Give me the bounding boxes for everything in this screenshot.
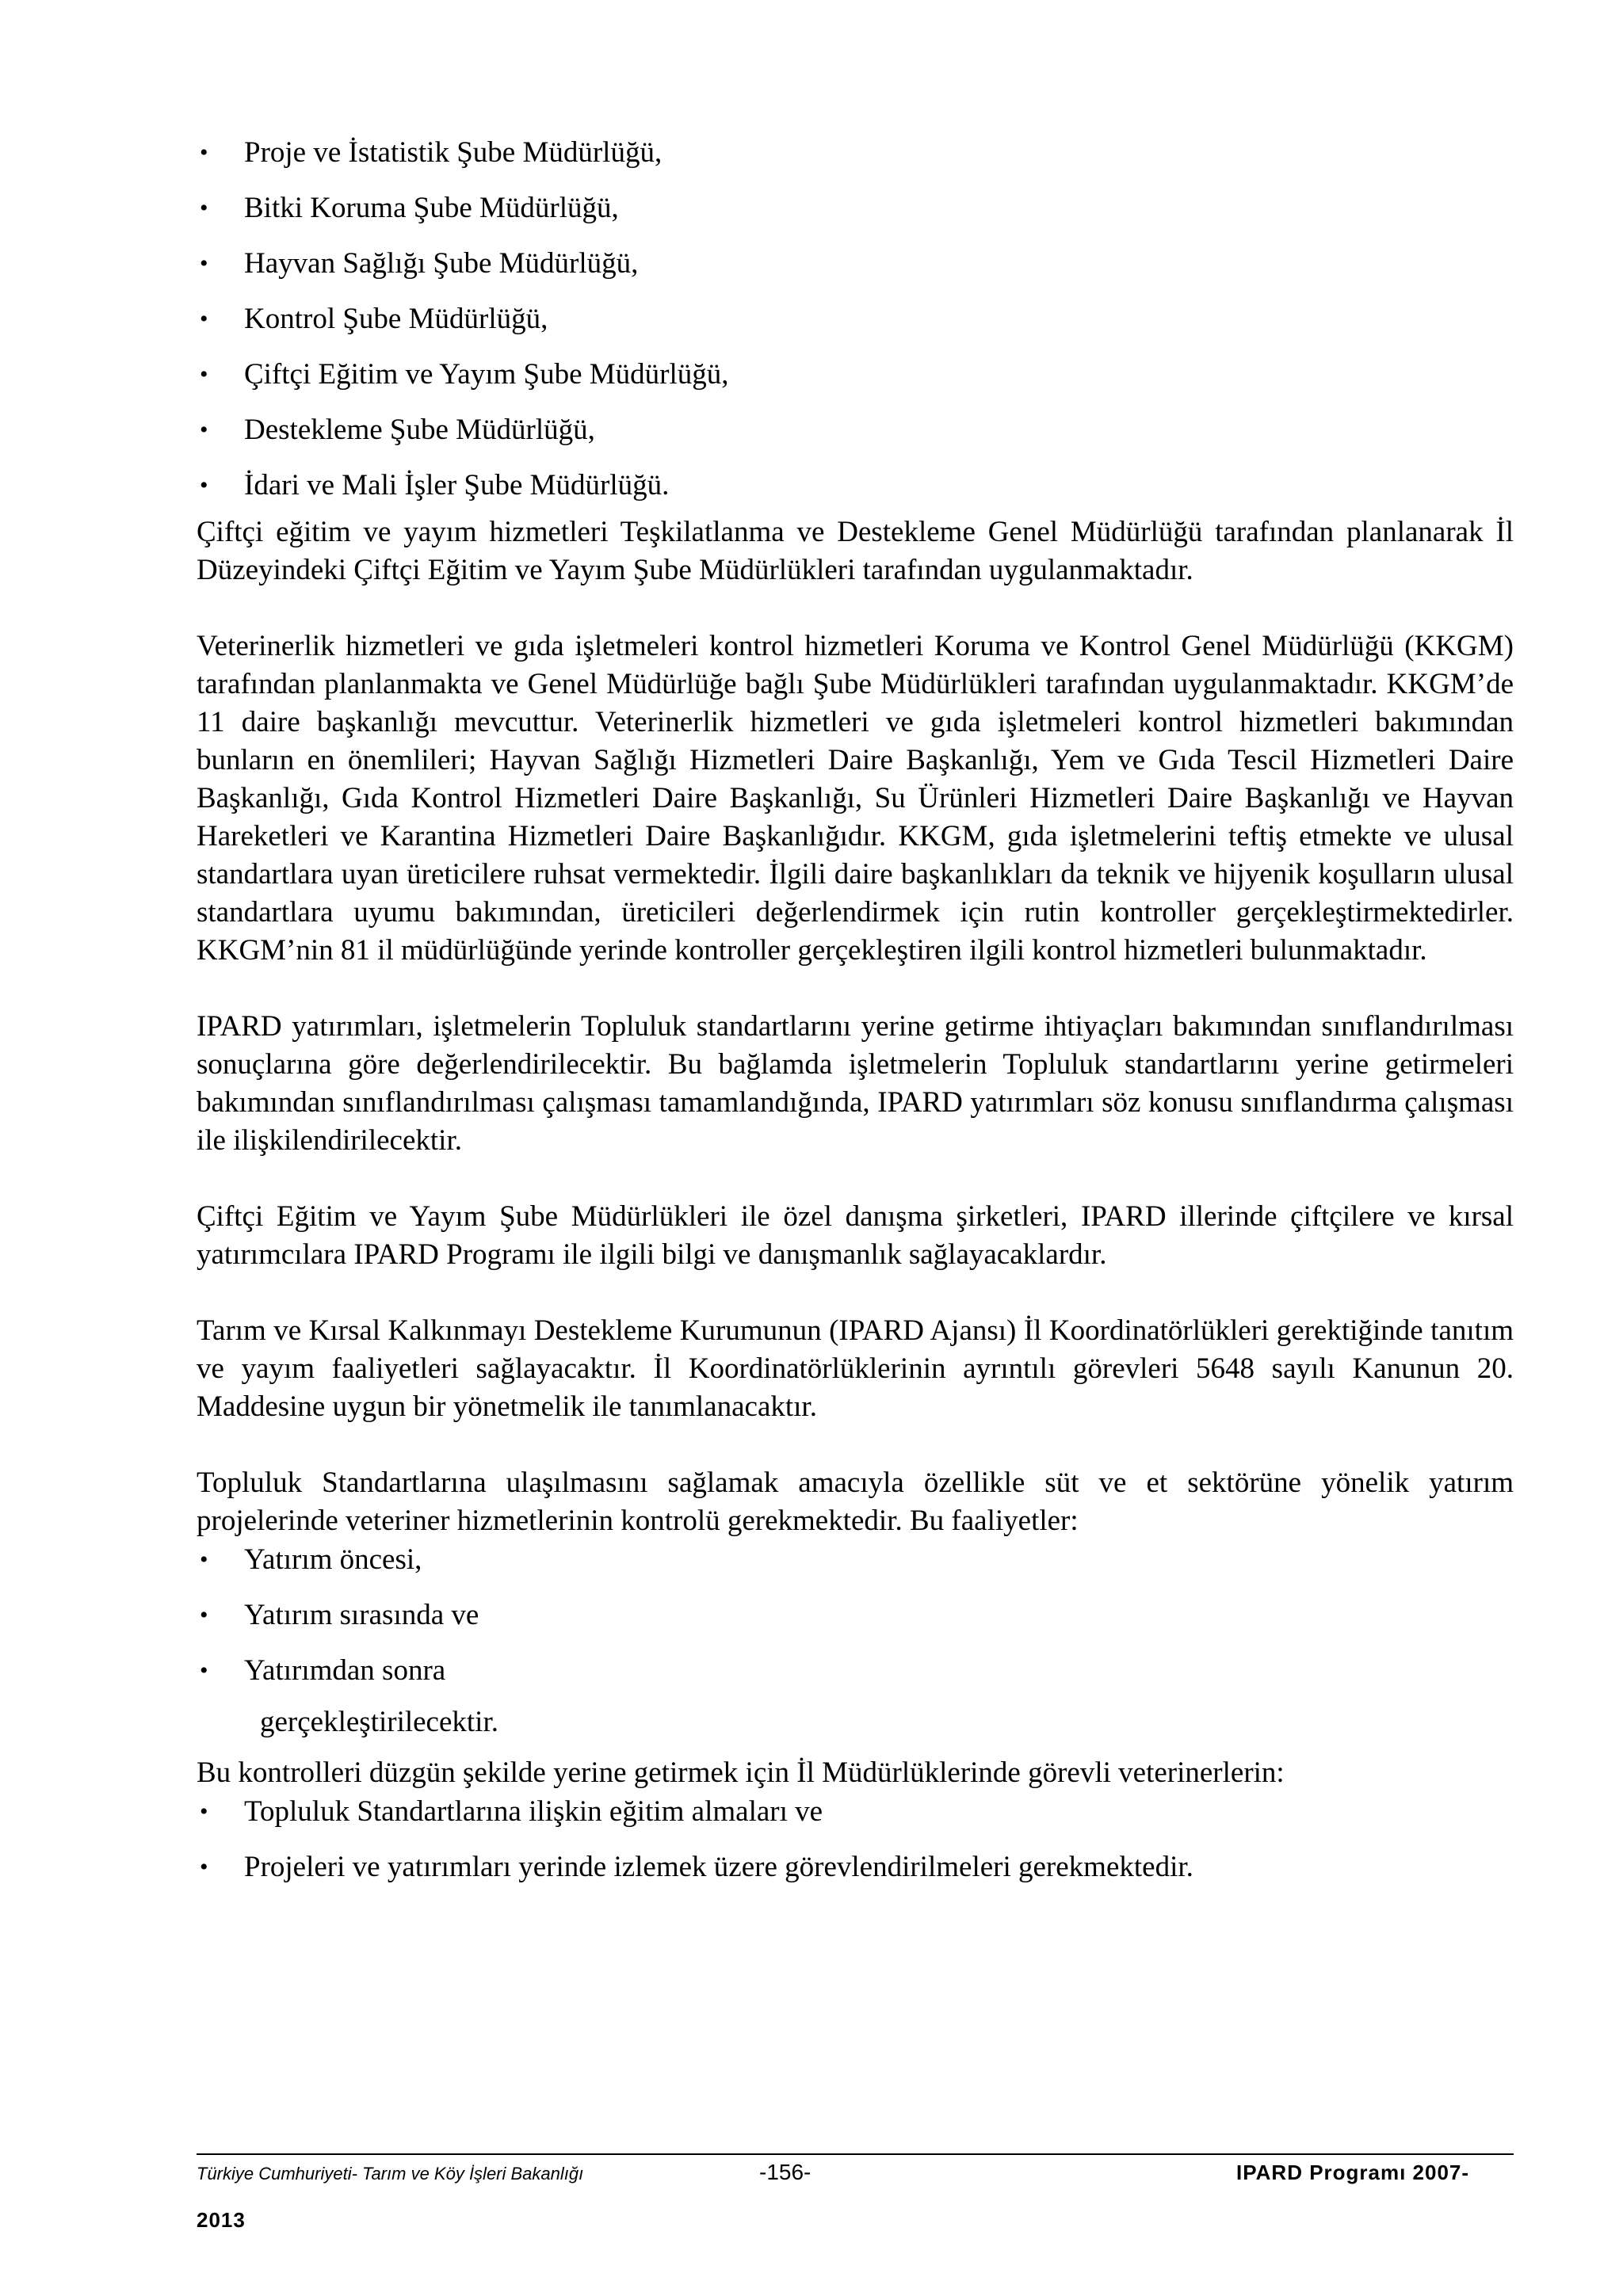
document-page (197, 135, 1514, 1905)
activity-list (197, 1542, 1514, 1689)
bullet-icon: • (200, 1602, 208, 1628)
bullet-icon: • (200, 139, 208, 166)
bullet-icon: • (200, 250, 208, 277)
paragraph-controls: Bu kontrolleri düzgün şekilde yerine getirmek için İl Müdürlüklerinde görevli veterinerlerin: (197, 1756, 1285, 1789)
footer-program: IPARD Programı 2007- (1236, 2161, 1470, 2184)
paragraph-community-standards: Topluluk Standartlarına ulaşılmasını sağlamak amacıyla özellikle süt ve et sektörüne yönelik yatırım projelerinde veteriner hizmetlerinin kontrolü gerekmektedir. Bu faaliyetler: (197, 1466, 1514, 1537)
bullet-icon: • (200, 195, 208, 221)
list-item: • Yatırımdan sonra (197, 1653, 1514, 1689)
bullet-icon: • (200, 361, 208, 387)
paragraph-ipard-agency: Tarım ve Kırsal Kalkınmayı Destekleme Kurumunun (IPARD Ajansı) İl Koordinatörlükleri gerektiğinde tanıtım ve yayım faaliyetleri sağlayacaktır. İl Koordinatörlüklerinin ayrıntılı görevleri 5648 sayılı Kanunun 20. Maddesine uygun bir yönetmelik ile tanımlanacaktır. (197, 1314, 1514, 1423)
veterinarian-requirements-list (197, 1794, 1514, 1886)
directorate-list (197, 135, 1514, 504)
list-item: • Topluluk Standartlarına ilişkin eğitim almaları ve (197, 1794, 1514, 1830)
bullet-icon: • (200, 306, 208, 332)
bullet-icon: • (200, 1547, 208, 1573)
footer-ministry: Türkiye Cumhuriyeti- Tarım ve Köy İşleri Bakanlığı (197, 2164, 584, 2183)
bullet-icon: • (200, 417, 208, 443)
list-item: • Proje ve İstatistik Şube Müdürlüğü, (197, 135, 1514, 171)
paragraph-farmer-training: Çiftçi eğitim ve yayım hizmetleri Teşkilatlanma ve Destekleme Genel Müdürlüğü tarafından planlanarak İl Düzeyindeki Çiftçi Eğitim ve Yayım Şube Müdürlükleri tarafından uygulanmaktadır. (197, 516, 1514, 586)
list-item: • Çiftçi Eğitim ve Yayım Şube Müdürlüğü, (197, 357, 1514, 393)
page-number: -156- (759, 2160, 812, 2184)
list-item: • Yatırım sırasında ve (197, 1597, 1514, 1634)
list-item: • Destekleme Şube Müdürlüğü, (197, 412, 1514, 448)
bullet-icon: • (200, 1657, 208, 1684)
list-item: • Projeleri ve yatırımları yerinde izlemek üzere görevlendirilmeleri gerekmektedir. (197, 1849, 1514, 1886)
bullet-icon: • (200, 472, 208, 498)
footer-divider (197, 2153, 1514, 2155)
paragraph-will-be-performed: gerçekleştirilecektir. (260, 1706, 498, 1738)
paragraph-ipard-investments: IPARD yatırımları, işletmelerin Topluluk standartlarını yerine getirme ihtiyaçları bakımından sınıflandırılması sonuçlarına göre değerlendirilecektir. Bu bağlamda işletmelerin Topluluk standartlarını yerine getirmeleri bakımından sınıflandırılması çalışması tamamlandığında, IPARD yatırımları söz konusu sınıflandırma çalışması ile ilişkilendirilecektir. (197, 1010, 1514, 1157)
list-item: • İdari ve Mali İşler Şube Müdürlüğü. (197, 467, 1514, 504)
paragraph-veterinary-services: Veterinerlik hizmetleri ve gıda işletmeleri kontrol hizmetleri Koruma ve Kontrol Genel Müdürlüğü (KKGM) tarafından planlanmakta ve Genel Müdürlüğe bağlı Şube Müdürlükleri tarafından uygulanmaktadır. KKGM’de 11 daire başkanlığı mevcuttur. Veterinerlik hizmetleri ve gıda işletmeleri kontrol hizmetleri bakımından bunların en önemlileri; Hayvan Sağlığı Hizmetleri Daire Başkanlığı, Yem ve Gıda Tescil Hizmetleri Daire Başkanlığı, Gıda Kontrol Hizmetleri Daire Başkanlığı, Su Ürünleri Hizmetleri Daire Başkanlığı ve Hayvan Hareketleri ve Karantina Hizmetleri Daire Başkanlığıdır. KKGM, gıda işletmelerini teftiş etmekte ve ulusal standartlara uyan üreticilere ruhsat vermektedir. İlgili daire başkanlıkları da teknik ve hijyenik koşulların ulusal standartlara uyumu bakımından, üreticileri değerlendirmek için rutin kontroller gerçekleştirmektedirler. KKGM’nin 81 il müdürlüğünde yerinde kontroller gerçekleştiren ilgili kontrol hizmetleri bulunmaktadır. (197, 630, 1514, 967)
bullet-icon: • (200, 1854, 208, 1880)
list-item: • Hayvan Sağlığı Şube Müdürlüğü, (197, 246, 1514, 282)
paragraph-consulting: Çiftçi Eğitim ve Yayım Şube Müdürlükleri ile özel danışma şirketleri, IPARD illerinde çiftçilere ve kırsal yatırımcılara IPARD Programı ile ilgili bilgi ve danışmanlık sağlayacaklardır. (197, 1200, 1514, 1271)
bullet-icon: • (200, 1798, 208, 1825)
list-item: • Kontrol Şube Müdürlüğü, (197, 301, 1514, 338)
footer-year: 2013 (197, 2208, 246, 2232)
list-item: • Yatırım öncesi, (197, 1542, 1514, 1578)
list-item: • Bitki Koruma Şube Müdürlüğü, (197, 190, 1514, 227)
